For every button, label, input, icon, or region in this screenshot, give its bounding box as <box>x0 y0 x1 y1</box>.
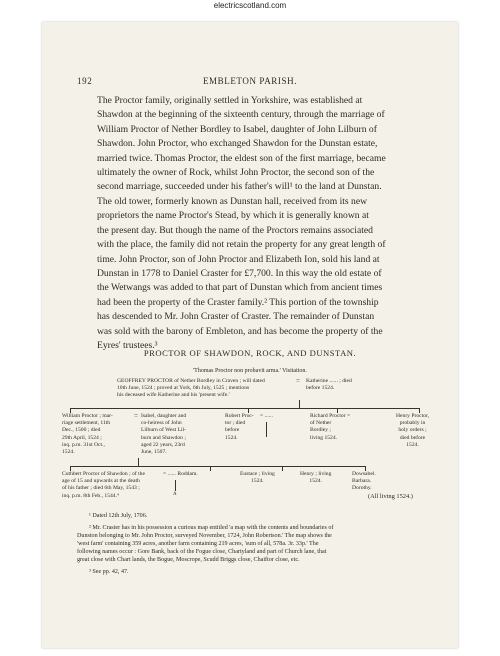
william-proctor: William Proctor ; mar- riage settlement, 11th Dec., 1500 ; died 29th April, 1524 ; inq. p.m. 31st Oct., 1524. <box>62 413 113 456</box>
connector-line <box>70 466 366 467</box>
connector-line <box>299 400 300 408</box>
connector-line <box>210 466 211 471</box>
pedigree-motto: 'Thomas Proctor non probavit arma.' Visitation. <box>193 368 307 374</box>
henry-junior: Henry ; living 1524. <box>300 471 332 485</box>
connector-line <box>282 466 283 471</box>
connector-line <box>266 422 267 437</box>
paragraph-1: The Proctor family, originally settled in Yorkshire, was established at Shawdon at the beginning of the sixteenth century, through the marriage of William Proctor of Nether Bordley to Isabel, daughter of John Lilburn of Shawdon. John Proctor, who exchanged Shawdon for the Dunstan estate, married twice. Thomas Proctor, the eldest son of the first marriage, became ultimately the owner of Rock, whilst John Proctor, the second son of the second marriage, succeeded under his father's will¹ to the land at Dunstan. <box>97 95 386 193</box>
footnote-1: ¹ Dated 12th July, 1706. <box>89 513 148 519</box>
marriage-sign: = <box>296 377 300 385</box>
connector-line <box>175 480 176 491</box>
page-number: 192 <box>77 76 93 86</box>
henry-proctor-senior: Henry Proctor, probably in holy orders ; died before 1524. <box>396 413 430 448</box>
eustace: Eustace ; living 1524. <box>240 471 275 485</box>
connector-line <box>138 458 139 466</box>
pedigree-title: PROCTOR OF SHAWDON, ROCK, AND DUNSTAN. <box>143 348 357 358</box>
marriage-sign: = <box>134 412 138 420</box>
running-head: EMBLETON PARISH. <box>202 76 298 86</box>
cuthbert-proctor: Cuthbert Proctor of Shawdon ; of the age of 15 and upwards at the death of his father ; died 6th May, 1543 ; inq. p.m. 8th Feb., 1544.⁴ <box>62 471 145 499</box>
geoffrey-proctor: GEOFFREY PROCTOR of Nether Bordley in Craven ; will dated 10th June, 1524 ; proved at York, 6th July, 1525 ; mentions his deceased wife Katherine and his 'present wife.' <box>117 378 265 399</box>
book-page <box>42 22 458 648</box>
footnote-2: ² Mr. Craster has in his possession a curious map entitled 'a map with the contents and boundaries of Dunston belonging to Mr. John Proctor, surveyed November, 1724, John Robertson.' The map shows the 'west farm' containing 359 acres, another farm containing 219 acres, 'sum of all, 578a. 3r. 33p.' The following names occur : Gore Bank, back of the Fogue close, Chartyland and part of Church lane, that great close with Chart lands, the Bogue, Moscrope, Scudd Briggs close, Chaiftor close, etc. <box>77 525 334 563</box>
footnote-3: ³ See pp. 42, 47. <box>89 569 129 575</box>
isabel-lilburn: Isabel, daughter and co-heiress of John Lilburn of West Lil- burn and Shawdon ; aged 22 years, 23rd June, 1507. <box>141 413 187 456</box>
connector-line <box>70 408 420 409</box>
richard-proctor: Richard Proctor = of Nether Bordley ; living 1524. <box>310 413 351 441</box>
robert-proctor: Robert Proc- tor ; died before 1524. <box>225 413 254 441</box>
daughters: Dowsabel. Barbara. Dorothy. (All living 1524.) <box>352 471 413 500</box>
robert-marriage: = ...... <box>260 413 273 419</box>
line-letter: A <box>173 492 177 497</box>
cuthbert-marriage: = ...... Roddam. <box>163 471 198 477</box>
katherine: Katherine ...... ; died before 1524. <box>306 378 352 392</box>
site-url-bar[interactable]: electricscotland.com <box>213 1 287 10</box>
paragraph-2: The old tower, formerly known as Dunstan hall, received from its new proprietors the name Proctor's Stead, by which it is generally known at the present day. But though the name of the Proctors remains associated with the place, the family did not retain the property for any great length of time. John Proctor, son of John Proctor and Elizabeth Ion, sold his land at Dunstan in 1778 to Daniel Craster for £7,700. In this way the old estate of the Wetwangs was added to that part of Dunstan which from ancient times had been the property of the Craster family.² This portion of the township has descended to Mr. John Craster of Craster. The remainder of Dunstan was sold with the barony of Embleton, and has become the property of the Eyres' trustees.³ <box>97 196 386 352</box>
